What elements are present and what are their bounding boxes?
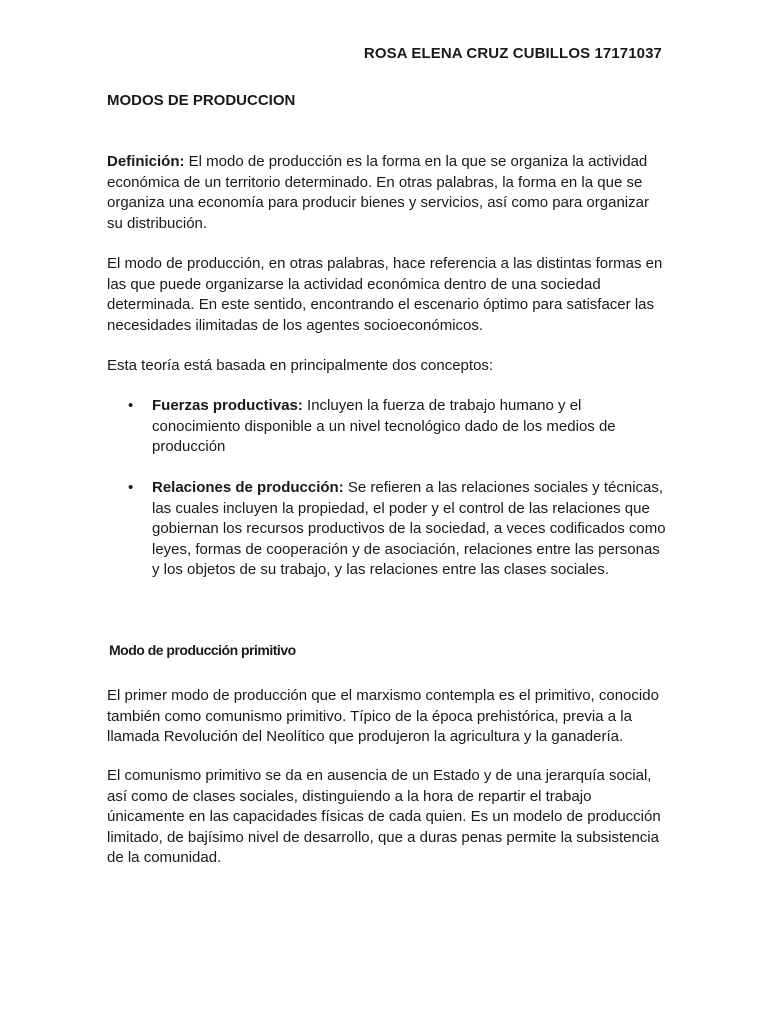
list-item [107, 396, 667, 458]
body-paragraph [107, 254, 667, 336]
body-paragraph [107, 686, 667, 748]
paragraph-text: El comunismo primitivo se da en ausencia de un Estado y de una jerarquía social, así como de clases sociales, distinguiendo a la hora de repartir el trabajo únicamente en las capacidades físicas de cada quien. Es un modelo de producción limitado, de bajísimo nivel de desarrollo, que a duras penas permite la subsistencia de la comunidad. [107, 767, 661, 867]
definition-paragraph [107, 152, 667, 234]
definition-label: Definición: [107, 153, 185, 170]
bullet-list [107, 478, 667, 581]
bullet-list [107, 396, 667, 458]
bullet-icon: • [128, 479, 134, 496]
bullet-icon: • [128, 397, 134, 414]
bullet-label: Fuerzas productivas: [152, 397, 303, 414]
body-paragraph [107, 356, 667, 377]
document-title: MODOS DE PRODUCCION [107, 92, 296, 109]
author-header: ROSA ELENA CRUZ CUBILLOS 17171037 [363, 45, 662, 62]
body-paragraph [107, 766, 667, 869]
paragraph-text: El primer modo de producción que el marxismo contempla es el primitivo, conocido también como comunismo primitivo. Típico de la época prehistórica, previa a la llamada Revolución del Neolítico que produjeron la agricultura y la ganadería. [107, 687, 659, 746]
bullet-text: Se refieren a las relaciones sociales y técnicas, las cuales incluyen la propiedad, el poder y el control de las relaciones que gobiernan los recursos productivos de la sociedad, a veces codificados como leyes, formas de cooperación y de asociación, relaciones entre las personas y los objetos de su trabajo, y las relaciones entre las clases sociales. [152, 479, 666, 579]
bullet-label: Relaciones de producción: [152, 479, 344, 496]
paragraph-text: El modo de producción, en otras palabras, hace referencia a las distintas formas en las que puede organizarse la actividad económica dentro de una sociedad determinada. En este sentido, encontrando el escenario óptimo para satisfacer las necesidades ilimitadas de los agentes socioeconómicos. [107, 255, 663, 334]
definition-text: El modo de producción es la forma en la que se organiza la actividad económica de un territorio determinado. En otras palabras, la forma en la que se organiza una economía para producir bienes y servicios, así como para organizar su distribución. [107, 153, 649, 232]
bullet-text: Incluyen la fuerza de trabajo humano y el conocimiento disponible a un nivel tecnológico dado de los medios de producción [152, 397, 616, 456]
section-heading: Modo de producción primitivo [109, 642, 296, 658]
list-item [107, 478, 667, 581]
paragraph-text: Esta teoría está basada en principalmente dos conceptos: [107, 357, 494, 374]
